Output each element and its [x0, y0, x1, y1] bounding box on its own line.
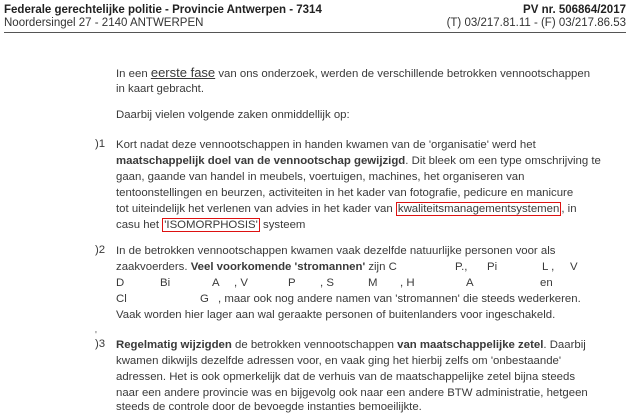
item-2-number: )2	[95, 244, 106, 256]
item-3-line-4: naar een andere provincie was en bijgevolg ook naar een andere BTW administratie, hetgeen	[116, 387, 588, 399]
pv-number: PV nr. 506864/2017	[523, 4, 626, 16]
intro-text: In een	[116, 68, 151, 80]
item-text: . Dit bleek om een type omschrijving te	[405, 155, 601, 167]
redacted-name-fragment: Pi	[487, 261, 498, 273]
item-1-line-6	[116, 218, 305, 232]
item-2-line-2	[116, 260, 397, 274]
item-3-line-2: kwamen dikwijls dezelfde adressen voor, en vaak ging het hierbij zelfs om 'onbestaande'	[116, 355, 562, 367]
item-1-line-3: gaan, gaande van handel in meubels, voertuigen, machines, het organiseren van	[116, 171, 525, 183]
redacted-name-fragment: Bi	[160, 277, 171, 289]
redacted-name-fragment: M	[368, 277, 378, 289]
item-1-line-2	[116, 154, 601, 168]
highlight-box-kwaliteitsmanagement: kwaliteitsmanagementsystemen	[397, 203, 560, 215]
item-2-line-5: Vaak worden hier lager aan wal geraakte personen of buitenlanders voor ingeschakeld.	[116, 309, 556, 321]
item-text: systeem	[259, 219, 306, 231]
item-text: . Daarbij	[543, 339, 586, 351]
item-3-line-5: steeds de controle door de bevoegde instanties bemoeilijkte.	[116, 401, 422, 413]
highlight-box-isomorphosis: 'ISOMORPHOSIS'	[164, 219, 258, 231]
redacted-name-fragment: , V	[234, 277, 248, 289]
eerste-fase-link[interactable]: eerste fase	[150, 65, 216, 80]
intro-text: van ons onderzoek, werden de verschillende betrokken vennootschappen	[215, 68, 591, 80]
item-1-line-4: tentoonstellingen en beurzen, activiteiten in het kader van fotografie, pedicure en manicure	[116, 187, 574, 199]
contact-numbers: (T) 03/217.81.11 - (F) 03/217.86.53	[446, 17, 626, 29]
item-text: casu het	[116, 219, 163, 231]
item-3-line-1	[116, 338, 586, 352]
intro-paragraph-2: Daarbij vielen volgende zaken onmiddellijk op:	[116, 109, 350, 121]
redacted-name-fragment: P	[288, 277, 296, 289]
bold-phrase: Veel voorkomende 'stromannen'	[190, 261, 366, 273]
redacted-name-fragment: , S	[320, 277, 334, 289]
redacted-name-fragment: V	[570, 261, 578, 273]
redacted-name-fragment: , H	[400, 277, 415, 289]
item-text: zijn C	[365, 261, 397, 273]
item-text: de betrokken vennootschappen	[231, 339, 398, 351]
bold-phrase: Regelmatig wijzigden	[116, 339, 232, 351]
item-text: zaakvoerders.	[116, 261, 191, 273]
organization-name: Federale gerechtelijke politie - Provincie Antwerpen - 7314	[4, 4, 322, 16]
item-1-line-1: Kort nadat deze vennootschappen in handen kwamen van de 'organisatie' werd het	[116, 139, 536, 151]
intro-line-2: in kaart gebracht.	[116, 83, 205, 95]
redacted-name-fragment: P.,	[455, 261, 468, 273]
bold-phrase: maatschappelijk doel van de vennootschap gewijzigd	[116, 155, 406, 167]
redacted-name-fragment: A	[212, 277, 220, 289]
item-2-line-1: In de betrokken vennootschappen kwamen vaak dezelfde natuurlijke personen voor als	[116, 245, 556, 257]
redacted-name-fragment: A	[466, 277, 474, 289]
bold-phrase: van maatschappelijke zetel	[397, 339, 544, 351]
item-2-line-4-text: , maar ook nog andere namen van 'stromannen' die steeds wederkeren.	[218, 293, 581, 305]
organization-address: Noordersingel 27 - 2140 ANTWERPEN	[4, 17, 204, 29]
redacted-name-fragment: D	[116, 277, 125, 289]
item-text: , in	[561, 203, 577, 215]
redacted-name-fragment: Cl	[116, 293, 127, 305]
item-1-line-5	[116, 202, 577, 216]
redacted-name-fragment: en	[540, 277, 553, 289]
item-3-line-3: adressen. Het is ook opmerkelijk dat de verhuis van de maatschappelijke zetel bijna steeds	[116, 371, 576, 383]
margin-mark: '	[95, 330, 97, 341]
intro-line-1	[116, 66, 590, 81]
item-text: tot uiteindelijk het verlenen van advies in het kader van	[116, 203, 396, 215]
redacted-name-fragment: L ,	[542, 261, 555, 273]
header-divider	[4, 32, 626, 33]
redacted-name-fragment: G	[200, 293, 209, 305]
item-1-number: )1	[95, 138, 106, 150]
item-3-number: )3	[95, 338, 106, 350]
